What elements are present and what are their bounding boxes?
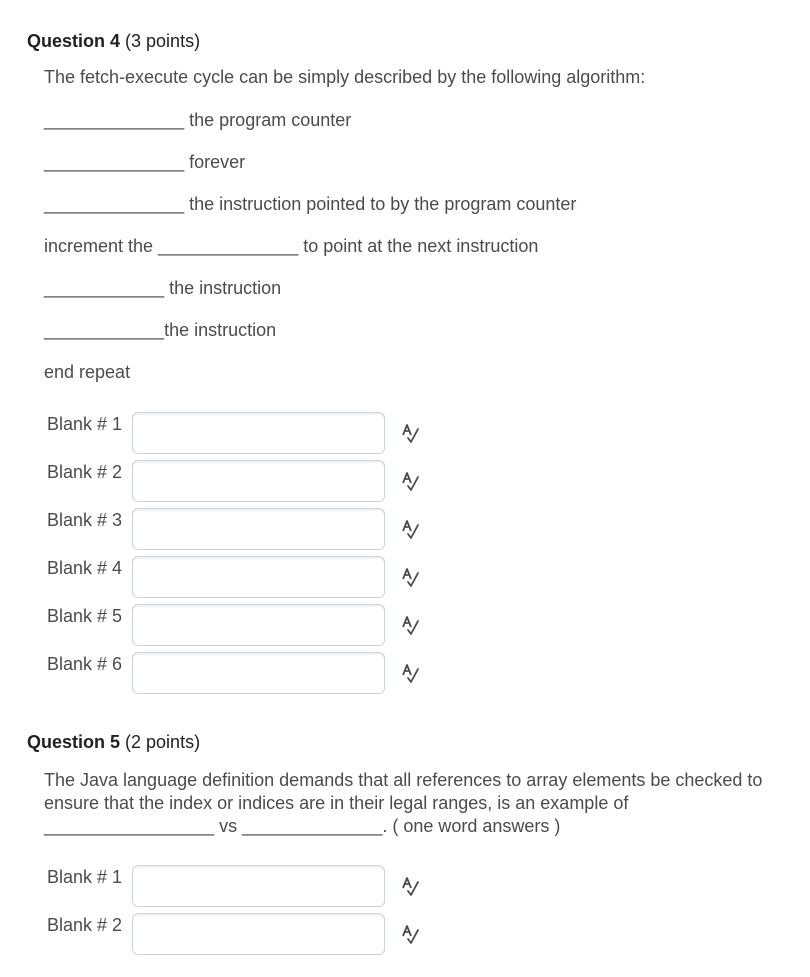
spellcheck-icon[interactable] xyxy=(399,662,421,684)
algorithm-line-2: ______________ forever xyxy=(44,152,246,172)
spellcheck-icon[interactable] xyxy=(399,422,421,444)
q4-blank-2-label: Blank # 2 xyxy=(47,462,123,482)
question-4-title xyxy=(27,31,200,52)
q5-blank-2-label: Blank # 2 xyxy=(47,915,123,935)
q4-blank-1-label: Blank # 1 xyxy=(47,414,123,434)
spellcheck-icon[interactable] xyxy=(399,923,421,945)
q4-blank-6-input[interactable] xyxy=(132,652,385,694)
algorithm-line-1: ______________ the program counter xyxy=(44,110,352,130)
algorithm-line-5: ____________ the instruction xyxy=(44,278,282,298)
question-4-intro: The fetch-execute cycle can be simply described by the following algorithm: xyxy=(44,67,646,87)
q4-blank-4-label: Blank # 4 xyxy=(47,558,123,578)
q4-blank-3-label: Blank # 3 xyxy=(47,510,123,530)
q5-blank-1-input[interactable] xyxy=(132,865,385,907)
q5-blank-1-label: Blank # 1 xyxy=(47,867,123,887)
spellcheck-icon[interactable] xyxy=(399,875,421,897)
algorithm-line-7: end repeat xyxy=(44,362,131,382)
spellcheck-icon[interactable] xyxy=(399,470,421,492)
q4-blank-6-label: Blank # 6 xyxy=(47,654,123,674)
q4-blank-5-input[interactable] xyxy=(132,604,385,646)
spellcheck-icon[interactable] xyxy=(399,566,421,588)
question-4-points: (3 points) xyxy=(125,31,201,51)
question-5-title xyxy=(27,732,200,753)
q4-blank-2-input[interactable] xyxy=(132,460,385,502)
q5-blank-2-input[interactable] xyxy=(132,913,385,955)
question-4-label: Question 4 xyxy=(27,31,121,51)
spellcheck-icon[interactable] xyxy=(399,518,421,540)
q4-blank-1-input[interactable] xyxy=(132,412,385,454)
algorithm-line-6: ____________the instruction xyxy=(44,320,277,340)
spellcheck-icon[interactable] xyxy=(399,614,421,636)
question-5-label: Question 5 xyxy=(27,732,121,752)
algorithm-line-3: ______________ the instruction pointed to by the program counter xyxy=(44,194,577,214)
q4-blank-4-input[interactable] xyxy=(132,556,385,598)
question-5-points: (2 points) xyxy=(125,732,201,752)
q4-blank-3-input[interactable] xyxy=(132,508,385,550)
q4-blank-5-label: Blank # 5 xyxy=(47,606,123,626)
algorithm-line-4: increment the ______________ to point at the next instruction xyxy=(44,236,539,256)
question-5-stem: The Java language definition demands that all references to array elements be checked to ensure that the index or indices are in their legal ranges, is an example of _________________ vs ______________. ( one word answers ) xyxy=(44,770,763,836)
